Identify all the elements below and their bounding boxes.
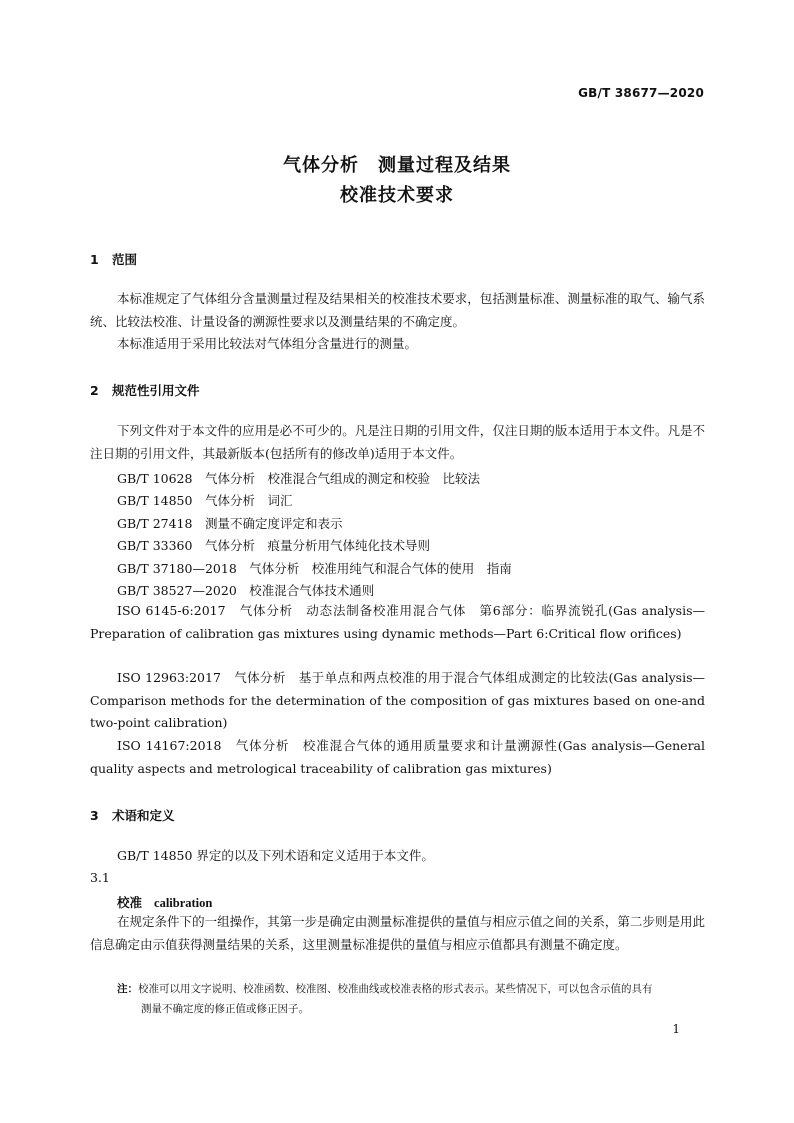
reference-item: GB/T 10628 气体分析 校准混合气组成的测定和校验 比较法 — [117, 471, 480, 486]
note-label: 注： — [117, 983, 138, 995]
standard-code: GB/T 38677—2020 — [578, 86, 704, 100]
section-2-heading — [90, 381, 200, 399]
reference-item: GB/T 38527—2020 校准混合气体技术通则 — [117, 583, 375, 598]
references-intro: 下列文件对于本文件的应用是必不可少的。凡是注日期的引用文件，仅注日期的版本适用于本文件。凡是不注日期的引用文件，其最新版本(包括所有的修改单)适用于本文件。 — [90, 423, 705, 461]
section-number: 2 — [90, 383, 99, 398]
reference-item: GB/T 37180—2018 气体分析 校准用纯气和混合气体的使用 指南 — [117, 561, 512, 576]
section-title: 规范性引用文件 — [112, 383, 200, 398]
document-title-line2: 校准技术要求 — [340, 185, 454, 206]
term-definition: 在规定条件下的一组操作，其第一步是确定由测量标准提供的量值与相应示值之间的关系，第二步则是用此信息确定由示值获得测量结果的关系，这里测量标准提供的量值与相应示值都具有测量不确定度。 — [90, 914, 705, 952]
reference-item: ISO 14167:2018 气体分析 校准混合气体的通用质量要求和计量溯源性(Gas analysis—General quality aspects and metrological traceability of calibration gas mixtures) — [90, 738, 705, 776]
reference-item: ISO 12963:2017 气体分析 基于单点和两点校准的用于混合气体组成测定的比较法(Gas analysis—Comparison methods for the determination of the composition of gas mixtures based on one-and two-point calibration) — [90, 670, 705, 730]
reference-item: GB/T 14850 气体分析 词汇 — [117, 493, 293, 508]
section-title: 范围 — [112, 252, 138, 267]
document-title-line1: 气体分析 测量过程及结果 — [283, 155, 511, 176]
scope-paragraph-2: 本标准适用于采用比较法对气体组分含量进行的测量。 — [117, 336, 418, 351]
term-entry — [117, 893, 212, 911]
reference-item: GB/T 27418 测量不确定度评定和表示 — [117, 516, 343, 531]
term-english: calibration — [154, 896, 213, 910]
section-1-heading — [90, 250, 137, 268]
term-chinese: 校准 — [117, 895, 143, 910]
section-3-heading — [90, 806, 175, 824]
section-number: 3 — [90, 808, 99, 823]
terms-intro: GB/T 14850 界定的以及下列术语和定义适用于本文件。 — [117, 848, 434, 863]
page-number: 1 — [672, 1022, 680, 1036]
scope-paragraph-1: 本标准规定了气体组分含量测量过程及结果相关的校准技术要求，包括测量标准、测量标准的取气、输气系统、比较法校准、计量设备的溯源性要求以及测量结果的不确定度。 — [90, 291, 705, 329]
note-text-line2: 测量不确定度的修正值或修正因子。 — [141, 1003, 309, 1015]
note-text-line1: 校准可以用文字说明、校准函数、校准图、校准曲线或校准表格的形式表示。某些情况下，可以包含示值的具有 — [138, 983, 653, 995]
clause-number: 3.1 — [90, 870, 110, 885]
reference-item: ISO 6145-6:2017 气体分析 动态法制备校准用混合气体 第6部分：临界流锐孔(Gas analysis—Preparation of calibration gas mixtures using dynamic methods—Part 6:Critical flow orifices) — [90, 603, 705, 641]
note — [117, 979, 707, 1019]
section-title: 术语和定义 — [112, 808, 175, 823]
section-number: 1 — [90, 252, 99, 267]
reference-item: GB/T 33360 气体分析 痕量分析用气体纯化技术导则 — [117, 538, 430, 553]
